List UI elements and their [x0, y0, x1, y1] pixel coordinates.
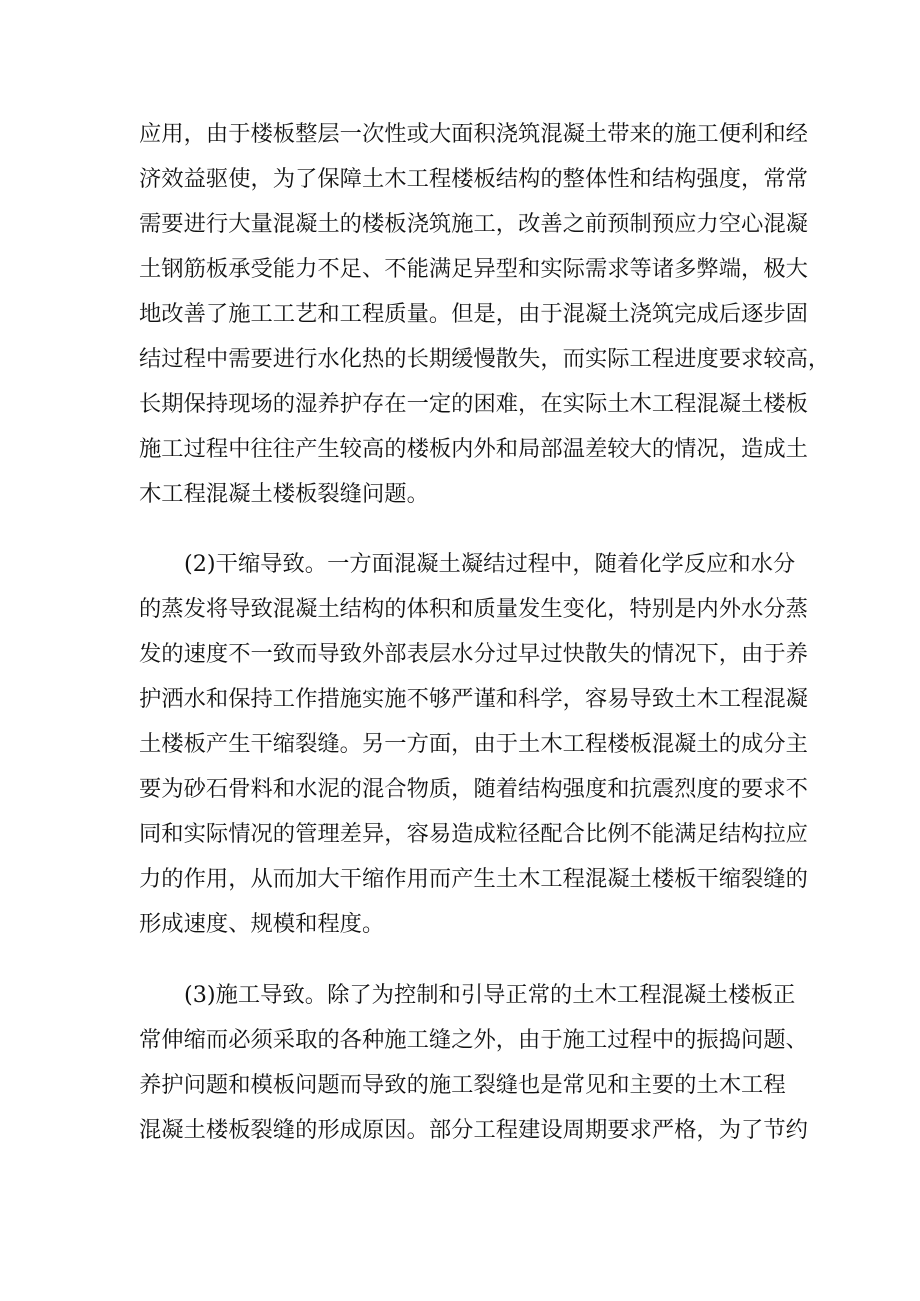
paragraph-2-line-7: 同和实际情况的管理差异，容易造成粒径配合比例不能满足结构拉应	[139, 821, 808, 847]
paragraph-1-line-7: 长期保持现场的湿养护存在一定的困难，在实际土木工程混凝土楼板	[139, 391, 808, 417]
paragraph-2-line-9: 形成速度、规模和程度。	[139, 911, 385, 937]
paragraph-1-line-4: 土钢筋板承受能力不足、不能满足异型和实际需求等诸多弊端，极大	[139, 256, 808, 282]
paragraph-3-line-3: 养护问题和模板问题而导致的施工裂缝也是常见和主要的土木工程	[139, 1072, 786, 1098]
paragraph-1-line-5: 地改善了施工工艺和工程质量。但是，由于混凝土浇筑完成后逐步固	[139, 301, 808, 327]
paragraph-3-line-2: 常伸缩而必须采取的各种施工缝之外，由于施工过程中的振捣问题、	[139, 1027, 808, 1053]
paragraph-1-line-2: 济效益驱使，为了保障土木工程楼板结构的整体性和结构强度，常常	[139, 166, 808, 192]
paragraph-1-line-1: 应用，由于楼板整层一次性或大面积浇筑混凝土带来的施工便利和经	[139, 121, 808, 147]
paragraph-3-line-1: (3)施工导致。除了为控制和引导正常的土木工程混凝土楼板正	[184, 982, 796, 1008]
paragraph-3-line-4: 混凝土楼板裂缝的形成原因。部分工程建设周期要求严格，为了节约	[139, 1117, 808, 1143]
paragraph-2-line-2: 的蒸发将导致混凝土结构的体积和质量发生变化，特别是内外水分蒸	[139, 596, 808, 622]
paragraph-1-line-6: 结过程中需要进行水化热的长期缓慢散失，而实际工程进度要求较高，	[139, 346, 831, 372]
paragraph-2-line-1: (2)干缩导致。一方面混凝土凝结过程中，随着化学反应和水分	[184, 551, 796, 577]
paragraph-2-line-6: 要为砂石骨料和水泥的混合物质，随着结构强度和抗震烈度的要求不	[139, 776, 808, 802]
paragraph-1-line-3: 需要进行大量混凝土的楼板浇筑施工，改善之前预制预应力空心混凝	[139, 211, 808, 237]
paragraph-1-line-9: 木工程混凝土楼板裂缝问题。	[139, 481, 429, 507]
paragraph-2-line-5: 土楼板产生干缩裂缝。另一方面，由于土木工程楼板混凝土的成分主	[139, 731, 808, 757]
paragraph-1-line-8: 施工过程中往往产生较高的楼板内外和局部温差较大的情况，造成土	[139, 436, 808, 462]
paragraph-2-line-4: 护洒水和保持工作措施实施不够严谨和科学，容易导致土木工程混凝	[139, 686, 808, 712]
paragraph-2-line-3: 发的速度不一致而导致外部表层水分过早过快散失的情况下，由于养	[139, 641, 808, 667]
paragraph-2-line-8: 力的作用，从而加大干缩作用而产生土木工程混凝土楼板干缩裂缝的	[139, 866, 808, 892]
